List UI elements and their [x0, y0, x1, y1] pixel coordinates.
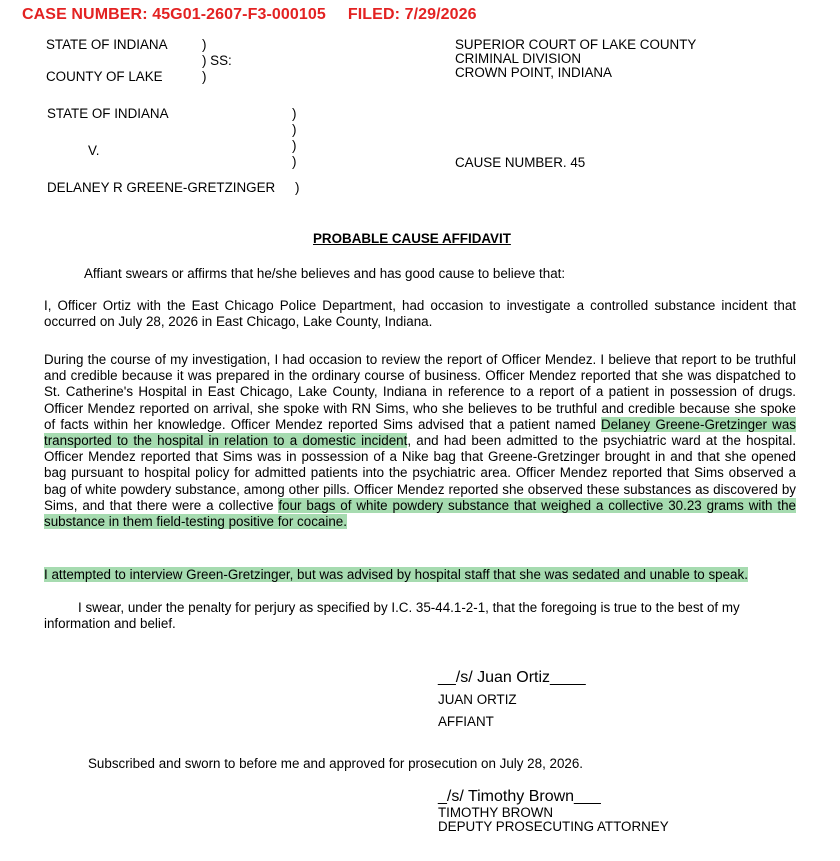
caption-county: COUNTY OF LAKE: [46, 69, 163, 84]
highlighted-text: Delaney Greene-Gretzinger was transported to the hospital in relation to a domestic incident: [44, 416, 796, 449]
highlighted-text: four bags of white powdery substance that weighed a collective 30.23 grams with the substance in them field-testing positive for cocaine.: [44, 497, 797, 530]
affiant-name: JUAN ORTIZ: [438, 692, 517, 707]
paragraph-investigation: I, Officer Ortiz with the East Chicago Police Department, had occasion to investigate a controlled substance incident that occurred on July 28, 2026 in East Chicago, Lake County, Indiana.: [44, 298, 796, 330]
caption-paren: ): [202, 37, 207, 52]
prosecutor-name: TIMOTHY BROWN: [438, 805, 554, 820]
filed-date: FILED: 7/29/2026: [347, 6, 477, 23]
case-banner: [22, 6, 477, 24]
sworn-statement: Subscribed and sworn to before me and approved for prosecution on July 28, 2026.: [88, 756, 584, 771]
paragraph-oath: I swear, under the penalty for perjury as specified by I.C. 35-44.1-2-1, that the foregoing is true to the best of my information and belief.: [44, 600, 740, 632]
affiant-signature: __/s/ Juan Ortiz____: [438, 669, 586, 686]
caption-paren: ): [292, 138, 297, 153]
court-location: CROWN POINT, INDIANA: [455, 65, 612, 80]
caption-paren: ): [295, 180, 300, 195]
prosecutor-role: DEPUTY PROSECUTING ATTORNEY: [438, 819, 669, 834]
paragraph-report: [44, 352, 796, 530]
intro-statement: Affiant swears or affirms that he/she believes and has good cause to believe that:: [84, 266, 566, 281]
document-title: PROBABLE CAUSE AFFIDAVIT: [313, 231, 511, 246]
court-name: SUPERIOR COURT OF LAKE COUNTY: [455, 37, 697, 52]
caption-paren: ): [202, 69, 207, 84]
caption-ss: ) SS:: [202, 53, 232, 68]
defendant-name: DELANEY R GREENE-GRETZINGER: [47, 180, 276, 195]
caption-paren: ): [292, 106, 297, 121]
cause-number: CAUSE NUMBER. 45: [455, 155, 586, 170]
caption-state: STATE OF INDIANA: [46, 37, 168, 52]
report-text: During the course of my investigation, I had occasion to review the report of Officer Mendez. I believe that report to be truthful and credible because it was prepared in the ordinary course of business. Officer Mendez reported that she was dispatched to St. Catherine's Hospital in East Chicago, Lake County, Indiana in reference to a report of a patient in possession of drugs. Officer Mendez reported on arrival, she spoke with RN Sims, who she believes to be truthful and credible because she spoke of facts within her knowledge. Officer Mendez reported Sims advised that a patient named: [44, 352, 796, 432]
paragraph-interview: [44, 567, 796, 583]
report-text: , and had been admitted to the psychiatric ward at the hospital. Officer Mendez reported that Sims was in possession of a Nike bag that Greene-Gretzinger brought in and that she opened bag pursuant to hospital policy for admitted patients into the psychiatric area. Officer Mendez reported that Sims observed a bag of white powdery substance, among other pills. Officer Mendez reported she observed these substances as discovered by Sims, and that there were a collective: [44, 433, 796, 513]
affiant-role: AFFIANT: [438, 714, 494, 729]
plaintiff-name: STATE OF INDIANA: [47, 106, 169, 121]
caption-paren: ): [292, 154, 297, 169]
prosecutor-signature: _/s/ Timothy Brown___: [438, 788, 601, 805]
case-number: CASE NUMBER: 45G01-2607-F3-000105: [22, 6, 326, 23]
versus-label: V.: [88, 143, 100, 158]
caption-paren: ): [292, 122, 297, 137]
court-division: CRIMINAL DIVISION: [455, 51, 581, 66]
highlighted-text: I attempted to interview Green-Gretzinger, but was advised by hospital staff that she was sedated and unable to speak.: [44, 567, 748, 582]
